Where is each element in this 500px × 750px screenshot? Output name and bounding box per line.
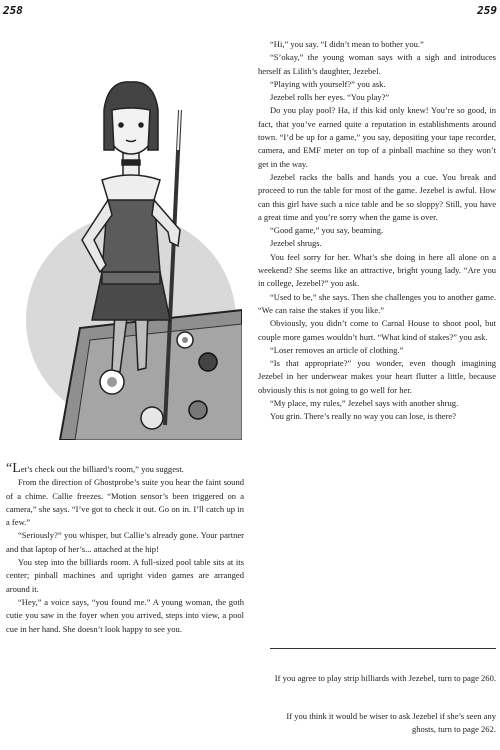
paragraph: “Hi,” you say. “I didn’t mean to bother you.” — [270, 39, 424, 49]
paragraph: From the direction of Ghostprobe’s suite you hear the faint sound of a chime. Callie freezes. “Motion sensor’s been triggered on a camera,” she says. “I’ve got to check it out. Go on in. I’ll catch up in a few.” — [6, 477, 244, 528]
paragraph: You step into the billiards room. A full-sized pool table sits at its center; pinball machines and upright video games are arranged around it. — [6, 557, 244, 594]
paragraph: Jezebel racks the balls and hands you a cue. You break and proceed to run the table for most of the game. Jezebel is awful. How can this girl have such a nice table and be so sloppy? Still, you have a great time and you’re sorry when the game is over. — [258, 171, 496, 222]
right-page-number: 259 — [477, 4, 497, 17]
paragraph: “Let’s check out the billiard’s room,” you suggest. — [6, 461, 184, 476]
paragraph: Jezebel shrugs. — [270, 238, 322, 249]
choice-strip-billiards[interactable]: If you agree to play strip billiards with Jezebel, turn to page 260. — [274, 673, 496, 683]
paragraph: Jezebel rolls her eyes. “You play?” — [270, 92, 390, 103]
paragraph: “Seriously?” you whisper, but Callie’s already gone. Your partner and that laptop of her’s... attached at the hip! — [6, 530, 244, 554]
paragraph: Obviously, you didn’t come to Carnal House to shoot pool, but couple more games wouldn’t hurt. “What kind of stakes?” you ask. — [258, 318, 496, 342]
paragraph: You feel sorry for her. What’s she doing in here all alone on a weekend? She seems like an attractive, bright young lady. “Are you in college, Jezebel?” you ask. — [258, 251, 496, 289]
right-column-text — [258, 38, 496, 424]
drop-cap: “L — [6, 461, 21, 476]
pool-table-illustration — [60, 310, 242, 440]
left-page-number: 258 — [3, 4, 23, 17]
paragraph: “Playing with yourself?” you ask. — [270, 78, 386, 89]
paragraph: You grin. There’s really no way you can lose, is there? — [270, 411, 457, 422]
illustration-goth-girl-pool — [20, 10, 242, 440]
paragraph: “Hey,” a voice says, “you found me.” A young woman, the goth cutie you saw in the foyer when you arrived, steps into view, a pool cue in her hand. She doesn’t look happy to see you. — [6, 596, 244, 634]
paragraph: Do you play pool? Ha, if this kid only knew! You’re so good, in fact, that you’ve earned quite a reputation in establishments around town. “I’d be up for a game,” you say, depositing your tape recorder, camera, and EMF meter on top of a pinball machine so they won’t get in the way. — [258, 105, 496, 169]
paragraph: “My place, my rules,” Jezebel says with another shrug. — [270, 398, 459, 409]
paragraph: “Good game,” you say, beaming. — [270, 225, 384, 236]
choice-ask-about-ghosts[interactable]: If you think it would be wiser to ask Jezebel if she’s seen any ghosts, turn to page 262. — [286, 711, 496, 735]
paragraph: “Used to be,” she says. Then she challenges you to another game. “We can raise the stakes if you like.” — [258, 291, 496, 315]
left-column-text — [6, 462, 244, 636]
paragraph: “S’okay,” the young woman says with a sigh and introduces herself as Lilith’s daughter, Jezebel. — [258, 52, 496, 76]
choices-divider — [270, 648, 496, 649]
paragraph: “Is that appropriate?” you wonder, even though imagining Jezebel in her underwear makes your heart flutter a little, because obviously this is not going to go well for her. — [258, 358, 496, 395]
paragraph: “Loser removes an article of clothing.” — [270, 344, 404, 355]
